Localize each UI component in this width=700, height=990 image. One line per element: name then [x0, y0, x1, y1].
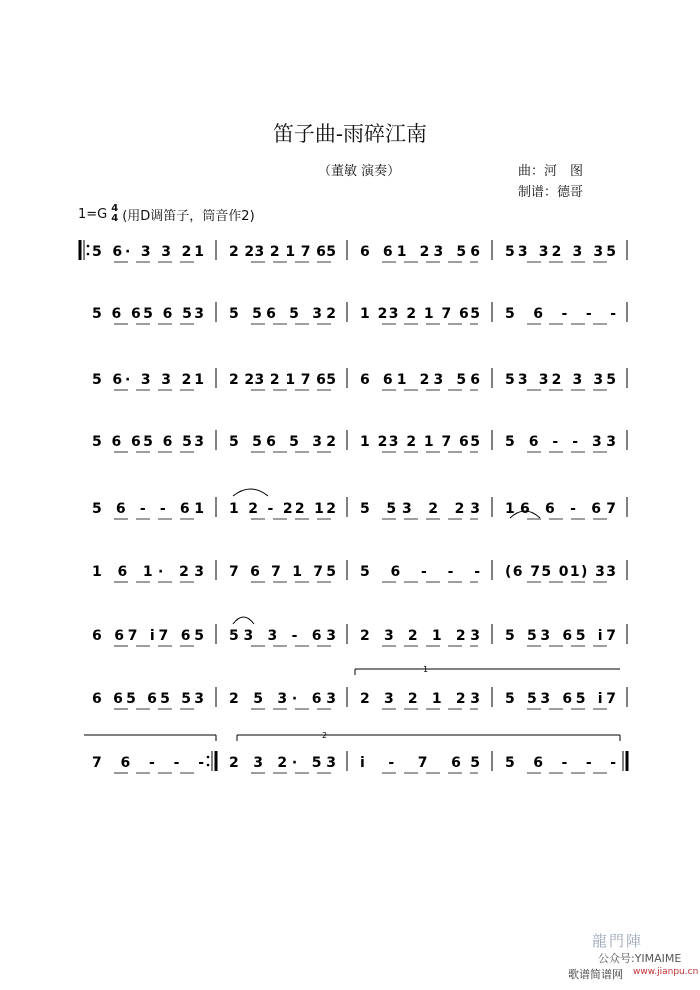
measure-notes: 5 6 - - -: [360, 564, 480, 580]
measure-notes: 5 6 - - 33: [505, 434, 616, 450]
measure-notes: 2 3 2 1 23: [360, 691, 480, 707]
transcriber-credit: 制谱：德哥: [518, 185, 584, 200]
measure-notes: 6 61 23 56: [360, 244, 480, 260]
measure-notes: 5 6 65 6 53: [92, 306, 204, 322]
key-signature: 1=G: [78, 206, 108, 222]
watermark-wechat: 公众号:YIMAIME: [598, 952, 682, 965]
measure-notes: i - 7 65: [360, 755, 480, 771]
measure-notes: 53 32 3 35: [505, 244, 616, 260]
volta-1-label: 1: [423, 665, 429, 674]
measure-notes: 5 6· 3 3 21: [92, 372, 204, 388]
measure-notes: 1 23 2 1 7 65: [360, 434, 480, 450]
measure-notes: 1 2 - 22 12: [229, 501, 336, 517]
measure-notes: 5 53 65 i7: [505, 628, 616, 644]
measure-notes: 5 6 - - -: [505, 306, 616, 322]
score-title: 笛子曲-雨碎江南: [272, 122, 428, 146]
measure-notes: 16 6 - 67: [505, 501, 616, 517]
volta-2-label: 2: [322, 731, 328, 740]
measure-notes: 5 6· 3 3 21: [92, 244, 204, 260]
measure-notes: 5 6 65 6 53: [92, 434, 204, 450]
performer-credit: （董敏 演奏）: [318, 164, 401, 179]
measure-notes: 2 3 2 1 23: [360, 628, 480, 644]
repeat-dot: [87, 245, 90, 248]
measure-notes: 7 6 7 1 75: [229, 564, 336, 580]
repeat-dot: [87, 253, 90, 256]
measure-notes: 5 53 65 i7: [505, 691, 616, 707]
measure-notes: (6 75 01) 33: [505, 564, 616, 580]
measure-notes: 2 3 2· 53: [229, 755, 336, 771]
measure-notes: 5 56 5 32: [229, 306, 336, 322]
measure-notes: 6 65 65 53: [92, 691, 204, 707]
watermark-site: 歌谱简谱网: [568, 968, 623, 981]
time-signature-bottom: 4: [111, 213, 119, 224]
measure-notes: 2 23 2 1 7 65: [229, 372, 336, 388]
measure-notes: 1 6 1· 23: [92, 564, 204, 580]
measure-notes: 5 53 2 23: [360, 501, 480, 517]
measure-notes: 5 6 - - -: [505, 755, 616, 771]
slur: [233, 489, 268, 496]
measure-notes: 1 23 2 1 7 65: [360, 306, 480, 322]
measure-notes: 5 6 - - 61: [92, 501, 204, 517]
flute-instruction: (用D调笛子，筒音作2): [122, 208, 255, 224]
measure-notes: 6 61 23 56: [360, 372, 480, 388]
repeat-dot: [207, 764, 210, 767]
measure-notes: 53 32 3 35: [505, 372, 616, 388]
watermark-url: www.jianpu.cn: [633, 967, 699, 977]
measure-notes: 6 67 i7 65: [92, 628, 204, 644]
watermark-logo: 龍門陣: [592, 932, 644, 950]
measure-notes: 5 56 5 32: [229, 434, 336, 450]
slur: [233, 617, 254, 624]
time-signature-top: 4: [111, 203, 119, 214]
measure-notes: 2 5 3· 63: [229, 691, 336, 707]
measure-notes: 7 6 - - -: [92, 755, 204, 771]
composer-credit: 曲：河 图: [518, 164, 584, 179]
repeat-dot: [207, 756, 210, 759]
measure-notes: 53 3 - 63: [229, 628, 336, 644]
measure-notes: 2 23 2 1 7 65: [229, 244, 336, 260]
